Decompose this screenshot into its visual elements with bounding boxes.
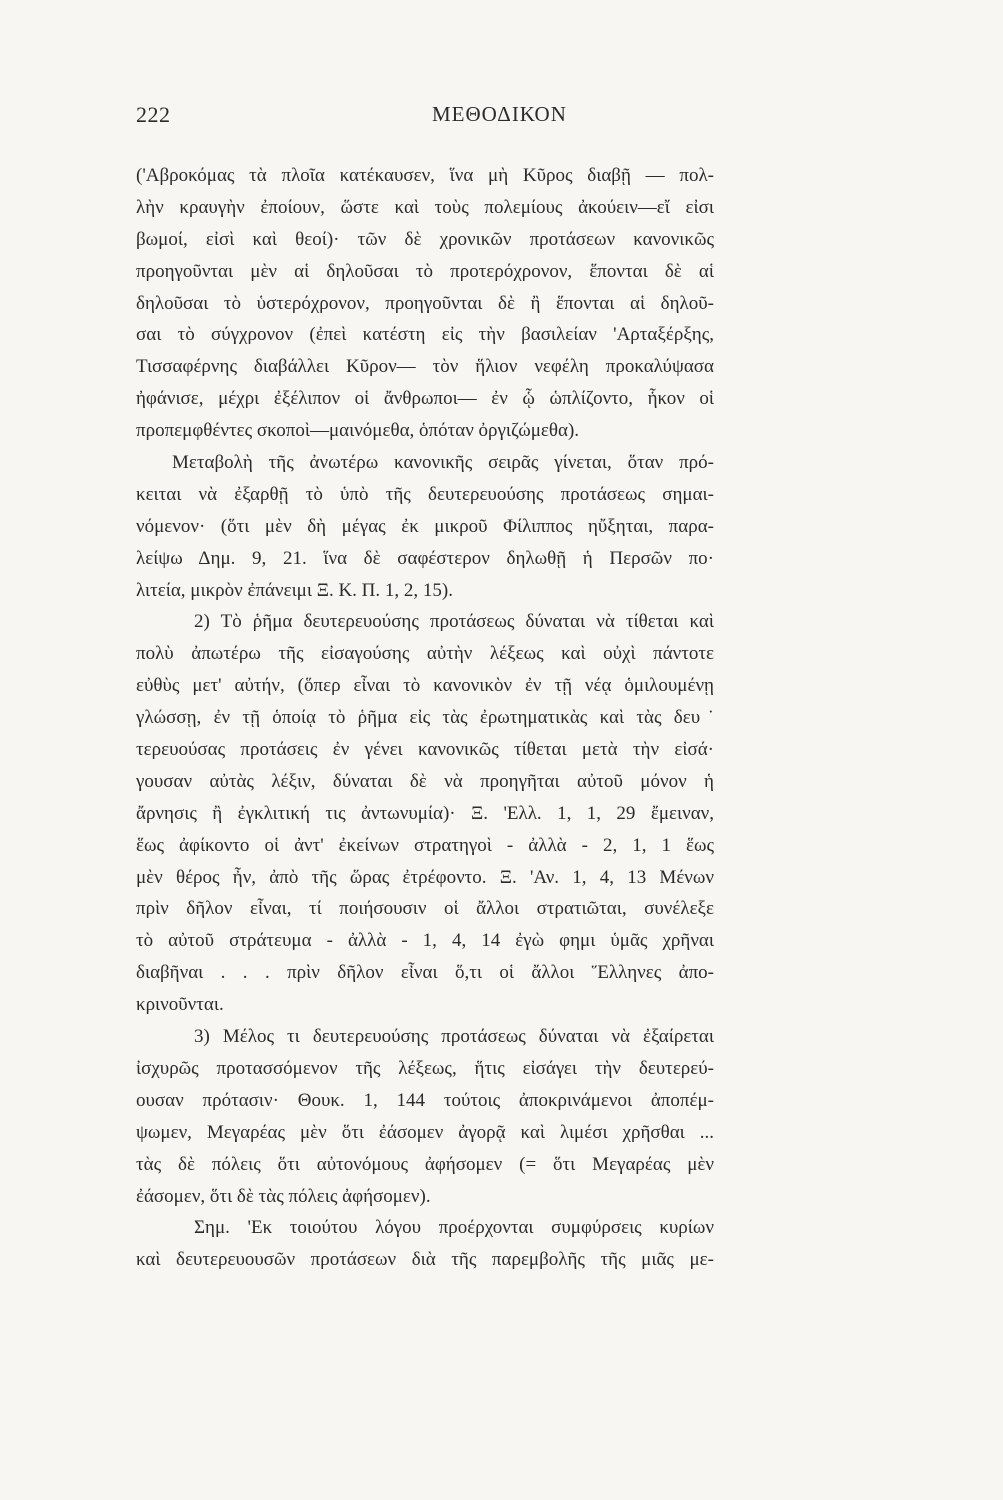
- text-line: ἐάσομεν, ὅτι δὲ τὰς πόλεις ἀφήσομεν).: [136, 1185, 431, 1207]
- text-line: Μεταβολὴ τῆς ἀνωτέρω κανονικῆς σειρᾶς γίνεται, ὅταν πρό-: [172, 452, 714, 474]
- text-line: 2) Τὸ ῥῆμα δευτερευούσης προτάσεως δύναται νὰ τίθεται καὶ: [194, 611, 714, 633]
- text-line: ἠφάνισε, μέχρι ἐξέλιπον οἱ ἄνθρωποι— ἐν ᾧ ὡπλίζοντο, ἧκον οἱ: [136, 388, 714, 410]
- text-line: ἰσχυρῶς προτασσόμενον τῆς λέξεως, ἥτις εἰσάγει τὴν δευτερεύ-: [136, 1057, 714, 1079]
- text-line: γουσαν αὐτὰς λέξιν, δύναται δὲ νὰ προηγῆται αὐτοῦ μόνον ἡ: [136, 770, 714, 792]
- text-line: δηλοῦσαι τὸ ὑστερόχρονον, προηγοῦνται δὲ ἢ ἕπονται αἱ δηλοῦ-: [136, 292, 714, 314]
- text-line: μὲν θέρος ἦν, ἀπὸ τῆς ὥρας ἐτρέφοντο. Ξ. 'Αν. 1, 4, 13 Μένων: [136, 866, 714, 888]
- text-line: κειται νὰ ἐξαρθῇ τὸ ὑπὸ τῆς δευτερευούσης προτάσεως σημαι-: [136, 483, 714, 505]
- page-header: [136, 102, 716, 142]
- text-line: Σημ. 'Εκ τοιούτου λόγου προέρχονται συμφύρσεις κυρίων: [194, 1217, 714, 1239]
- text-line: τὸ αὐτοῦ στράτευμα - ἀλλὰ - 1, 4, 14 ἐγὼ φημι ὑμᾶς χρῆναι: [136, 930, 714, 952]
- text-line: προηγοῦνται μὲν αἱ δηλοῦσαι τὸ προτερόχρονον, ἕπονται δὲ αἱ: [136, 260, 714, 282]
- text-line: τερευούσας προτάσεις ἐν γένει κανονικῶς τίθεται μετὰ τὴν εἰσά·: [136, 739, 714, 761]
- text-line: ἄρνησις ἢ ἐγκλιτική τις ἀντωνυμία)· Ξ. 'Ελλ. 1, 1, 29 ἔμειναν,: [136, 802, 714, 824]
- text-line: λὴν κραυγὴν ἐποίουν, ὥστε καὶ τοὺς πολεμίους ἀκούειν—εἴ εἰσι: [136, 196, 714, 218]
- body-text: [136, 160, 714, 1276]
- text-line: Τισσαφέρνης διαβάλλει Κῦρον— τὸν ἥλιον νεφέλη προκαλύψασα: [136, 356, 714, 378]
- text-line: βωμοί, εἰσὶ καὶ θεοί)· τῶν δὲ χρονικῶν προτάσεων κανονικῶς: [136, 228, 714, 250]
- text-line: νόμενον· (ὅτι μὲν δὴ μέγας ἐκ μικροῦ Φίλιππος ηὔξηται, παρα-: [136, 515, 714, 537]
- text-line: πολὺ ἀπωτέρω τῆς εἰσαγούσης αὐτὴν λέξεως καὶ οὐχὶ πάντοτε: [136, 643, 714, 665]
- text-line: ἕως ἀφίκοντο οἱ ἀντ' ἐκείνων στρατηγοὶ - ἀλλὰ - 2, 1, 1 ἕως: [136, 834, 714, 856]
- text-line: ουσαν πρότασιν· Θουκ. 1, 144 τούτοις ἀποκρινάμενοι ἀποπέμ-: [136, 1089, 714, 1111]
- text-line: ('Αβροκόμας τὰ πλοῖα κατέκαυσεν, ἵνα μὴ Κῦρος διαβῇ — πολ-: [136, 165, 714, 186]
- text-line: γλώσσῃ, ἐν τῇ ὁποίᾳ τὸ ῥῆμα εἰς τὰς ἐρωτηματικὰς καὶ τὰς δευ˙: [136, 707, 714, 729]
- text-line: λείψω Δημ. 9, 21. ἵνα δὲ σαφέστερον δηλωθῇ ἡ Περσῶν πο·: [136, 547, 714, 569]
- text-line: διαβῆναι . . . πρὶν δῆλον εἶναι ὅ,τι οἱ ἄλλοι Ἕλληνες ἀπο-: [136, 962, 714, 984]
- text-line: 3) Μέλος τι δευτερευούσης προτάσεως δύναται νὰ ἐξαίρεται: [194, 1026, 714, 1048]
- text-line: εὐθὺς μετ' αὐτήν, (ὅπερ εἶναι τὸ κανονικὸν ἐν τῇ νέᾳ ὁμιλουμένῃ: [136, 675, 714, 697]
- text-line: σαι τὸ σύγχρονον (ἐπεὶ κατέστη εἰς τὴν βασιλείαν 'Αρταξέρξης,: [136, 324, 714, 346]
- text-line: καὶ δευτερευουσῶν προτάσεων διὰ τῆς παρεμβολῆς τῆς μιᾶς με-: [136, 1249, 714, 1271]
- text-line: πρὶν δῆλον εἶναι, τί ποιήσουσιν οἱ ἄλλοι στρατιῶται, συνέλεξε: [136, 898, 714, 920]
- text-line: ψωμεν, Μεγαρέας μὲν ὅτι ἐάσομεν ἀγορᾷ καὶ λιμέσι χρῆσθαι ...: [136, 1121, 714, 1143]
- text-line: κρινοῦνται.: [136, 994, 224, 1016]
- page-number: 222: [136, 102, 171, 127]
- running-title: ΜΕΘΟΔΙΚΟΝ: [432, 102, 567, 126]
- text-line: προπεμφθέντες σκοποὶ—μαινόμεθα, ὁπόταν ὀργιζώμεθα).: [136, 420, 580, 442]
- text-line: λιτεία, μικρὸν ἐπάνειμι Ξ. Κ. Π. 1, 2, 15).: [136, 579, 453, 601]
- text-line: τὰς δὲ πόλεις ὅτι αὐτονόμους ἀφήσομεν (= ὅτι Μεγαρέας μὲν: [136, 1153, 714, 1175]
